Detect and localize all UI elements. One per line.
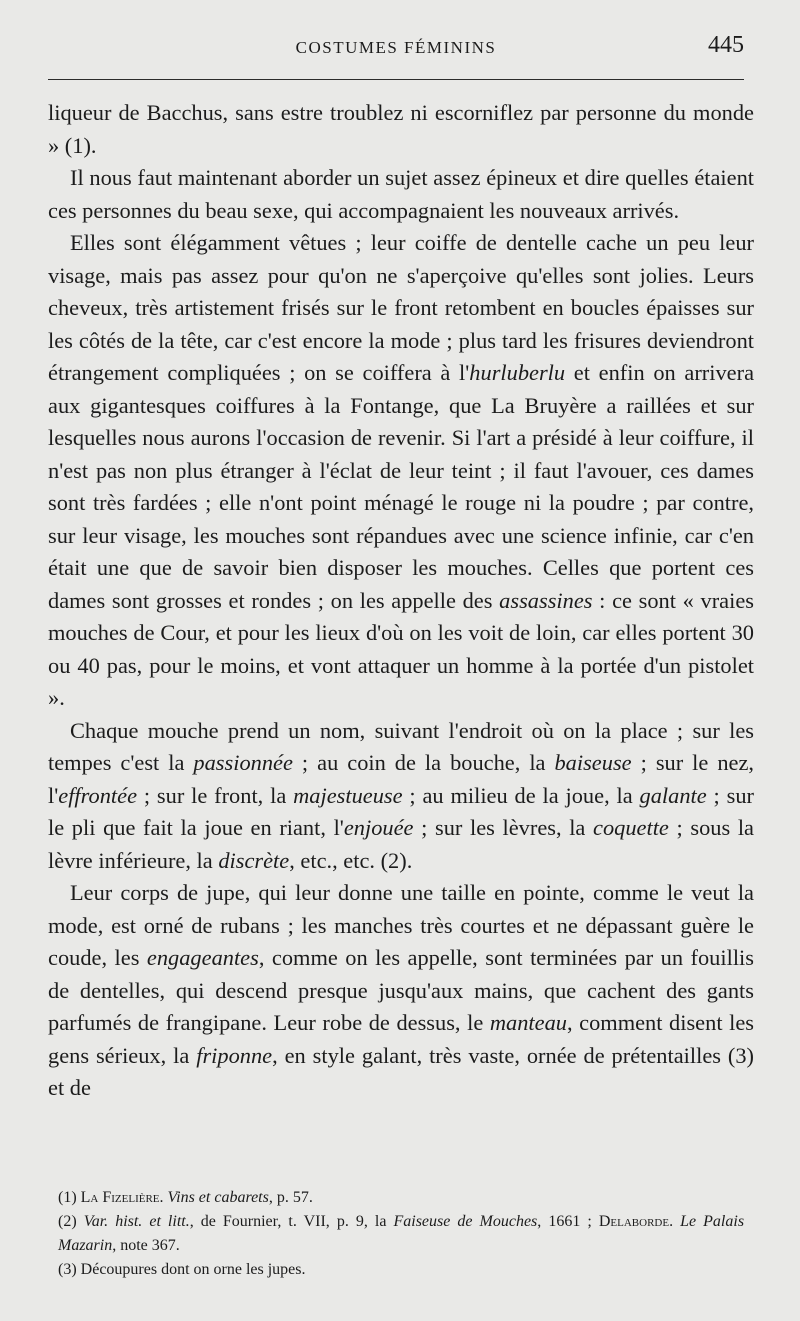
text-run: Leur corps de jupe, qui leur donne une taille en pointe, comme le veut la mode, est orné de rubans ; les manches très courtes et ne dépassant guère le coude, les <box>48 880 754 970</box>
paragraph <box>48 877 754 1105</box>
italic-text: assassines <box>499 587 593 613</box>
body-text <box>48 97 754 1105</box>
text-run: ; sous la lèvre inférieure, la <box>48 815 754 873</box>
italic-text: effrontée <box>58 782 138 808</box>
author-name: Delaborde. <box>598 1213 674 1230</box>
italic-text: friponne <box>196 1042 273 1068</box>
text-run: ; au coin de la bouche, la <box>292 750 555 775</box>
italic-text: engageantes <box>146 945 259 970</box>
text-run: , comment disent les gens sérieux, la <box>48 1010 754 1068</box>
italic-text: coquette <box>593 815 669 840</box>
text-run: Elles sont élégamment vêtues ; leur coiffe de dentelle cache un peu leur visage, mais pas assez pour qu'on ne s'aperçoive qu'elles sont jolies. Leurs cheveux, très artistement frisés sur le front retombent en boucles épaisses sur les côtés de la tête, car c'est encore la mode ; plus tard les frisures deviendront étrangement compliquées ; on se coiffera à l' <box>48 230 754 385</box>
text-run: et enfin on arrivera aux gigantesques coiffures à la Fontange, que La Bruyère a raillées et sur lesquelles nous aurons l'occasion de revenir. Si l'art a présidé à leur coiffure, il n'est pas non plus étranger à l'éclat de leur teint ; il faut l'avouer, ces dames sont très fardées ; elle n'ont point ménagé le rouge ni la poudre ; par contre, sur leur visage, les mouches sont répandues avec une science infinie, car c'en était une que de savoir bien disposer les mouches. Celles que portent ces dames sont grosses et rondes ; on les appelle des <box>48 360 755 613</box>
text-run: : ce sont « vraies mouches de Cour, et pour les lieux d'où on les voit de loin, car elles portent 30 ou 40 pas, pour le moins, et vont attaquer un homme à la portée d'un pistolet ». <box>48 587 754 710</box>
italic-text: discrète <box>218 847 290 873</box>
text-run: , comme on les appelle, sont terminées par un fouillis de dentelles, qui descend presque jusqu'aux mains, que cachent des gants parfumés de frangipane. Leur robe de dessus, le <box>48 945 754 1035</box>
text-run: , note 367. <box>112 1237 180 1254</box>
text-run: (2) <box>58 1213 84 1230</box>
text-run: ; sur le pli que fait la joue en riant, l' <box>48 782 754 840</box>
text-run: ; sur le front, la <box>137 782 294 808</box>
text-run: , etc., etc. (2). <box>289 847 413 873</box>
text-run: (1) <box>58 1189 81 1206</box>
italic-text: Vins et cabarets <box>167 1189 269 1206</box>
italic-text: enjouée <box>343 815 414 840</box>
text-run: , 1661 ; <box>537 1213 599 1230</box>
page-number: 445 <box>708 32 744 58</box>
text-run: ; sur les lèvres, la <box>413 815 594 840</box>
paragraph <box>48 227 754 715</box>
italic-text: passionnée <box>193 750 293 775</box>
text-run: Il nous faut maintenant aborder un sujet assez épineux et dire quelles étaient ces personnes du beau sexe, qui accompagnaient les nouveaux arrivés. <box>48 165 754 223</box>
text-run: ; sur le nez, l' <box>48 750 754 808</box>
italic-text: Le Palais Mazarin <box>58 1213 745 1254</box>
italic-text: majestueuse <box>293 782 403 808</box>
text-run: ; au milieu de la joue, la <box>402 782 640 808</box>
author-name: La Fizelière. <box>80 1189 164 1206</box>
footnote <box>58 1210 744 1258</box>
paragraph <box>48 715 754 878</box>
paragraph <box>48 162 754 227</box>
text-run: , p. 57. <box>268 1189 313 1206</box>
paragraph <box>48 97 754 162</box>
text-run: (3) Découpures dont on orne les jupes. <box>58 1261 306 1278</box>
footnote <box>58 1258 744 1282</box>
text-run: , de Fournier, t. VII, p. 9, la <box>189 1213 394 1230</box>
text-run: , en style galant, très vaste, ornée de prétentailles (3) et de <box>48 1042 754 1100</box>
italic-text: baiseuse <box>554 750 632 775</box>
italic-text: manteau <box>489 1010 567 1035</box>
header-rule <box>48 79 744 80</box>
text-run: Chaque mouche prend un nom, suivant l'endroit où on la place ; sur les tempes c'est la <box>48 717 754 775</box>
running-title: COSTUMES FÉMININS <box>295 38 497 57</box>
footnotes <box>58 1186 744 1282</box>
footnote <box>58 1186 744 1210</box>
italic-text: hurluberlu <box>469 360 566 385</box>
italic-text: galante <box>639 782 707 808</box>
page-header <box>48 32 744 66</box>
italic-text: Faiseuse de Mouches <box>393 1213 538 1230</box>
text-run: liqueur de Bacchus, sans estre troublez ni escorniflez par personne du monde » (1). <box>48 100 754 158</box>
italic-text: Var. hist. et litt. <box>83 1213 190 1230</box>
